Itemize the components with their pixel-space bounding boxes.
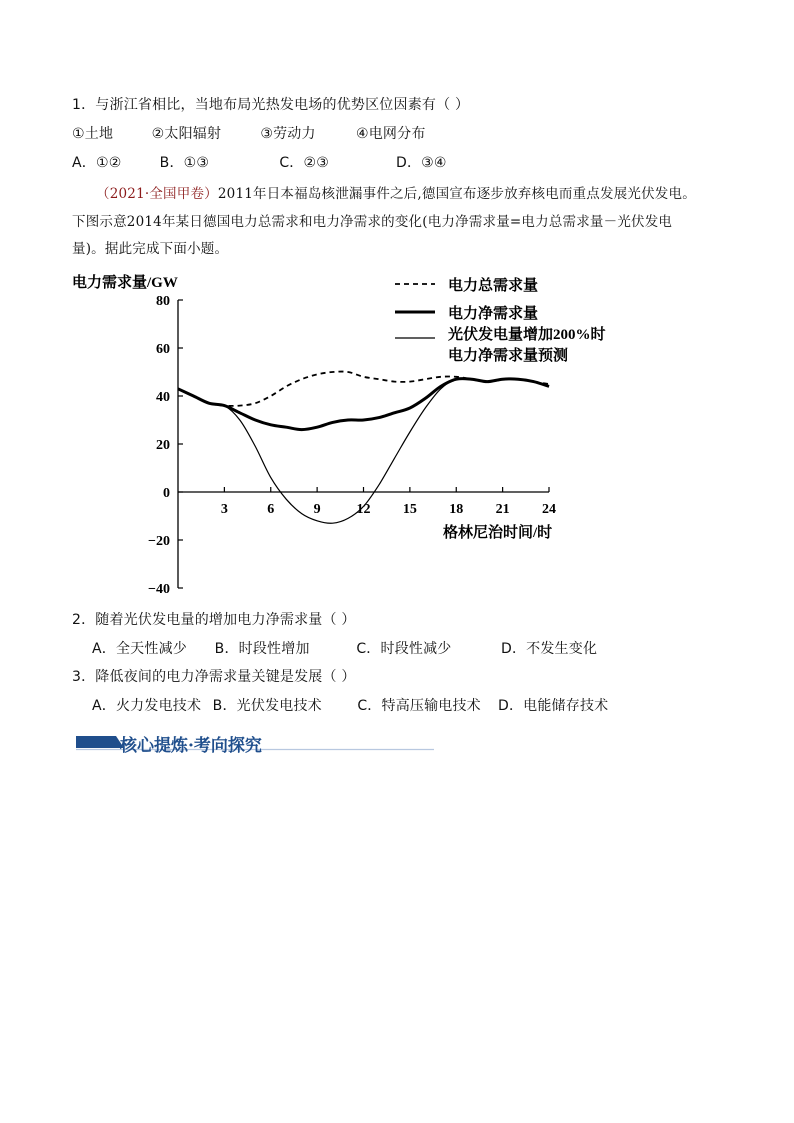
- q3-option-b[interactable]: B．光伏发电技术: [212, 698, 322, 714]
- q1-option-b[interactable]: B．①③: [159, 155, 210, 171]
- passage-line-2: 下图示意2014年某日德国电力总需求和电力净需求的变化(电力净需求量=电力总需求量－光伏发电: [72, 214, 673, 230]
- q1-option-d[interactable]: D．③④: [395, 155, 447, 171]
- q1-stem: 1．与浙江省相比，当地布局光热发电场的优势区位因素有（ ）: [72, 97, 470, 113]
- x-tick-label: 9: [313, 502, 321, 517]
- x-tick-label: 18: [449, 502, 464, 517]
- q1-options: [72, 152, 447, 172]
- power-demand-chart: [60, 262, 620, 602]
- q2-options: [92, 638, 597, 658]
- q1-option-a[interactable]: A．①②: [72, 155, 122, 171]
- q2-stem: 2．随着光伏发电量的增加电力净需求量（ ）: [72, 612, 356, 628]
- q3-option-c[interactable]: C．特高压输电技术: [357, 698, 481, 714]
- y-tick-label: 20: [156, 438, 170, 453]
- x-tick-label: 15: [402, 502, 417, 517]
- y-axis-label: 电力需求量/GW: [72, 275, 178, 291]
- q2-option-a[interactable]: A．全天性减少: [92, 641, 187, 657]
- x-tick-label: 12: [356, 502, 371, 517]
- total-demand-line: [178, 372, 549, 406]
- q1-factor-4: ④电网分布: [355, 126, 426, 142]
- x-axis-label: 格林尼治时间/时: [443, 525, 553, 541]
- q3-options: [92, 695, 608, 715]
- legend-forecast-label-2: 电力净需求量预测: [448, 348, 569, 364]
- y-tick-label: −20: [148, 534, 170, 549]
- q1-option-c[interactable]: C．②③: [279, 155, 329, 171]
- x-tick-label: 3: [220, 502, 228, 517]
- legend-net-label: 电力净需求量: [448, 306, 539, 322]
- q2-option-b[interactable]: B．时段性增加: [214, 641, 310, 657]
- q1-factor-1: ①土地: [72, 126, 114, 142]
- q3-option-d[interactable]: D．电能储存技术: [497, 698, 609, 714]
- x-tick-label: 6: [267, 502, 275, 517]
- q3-stem: 3．降低夜间的电力净需求量关键是发展（ ）: [72, 669, 356, 685]
- x-tick-label: 21: [495, 502, 510, 517]
- q1-factor-3: ③劳动力: [260, 126, 316, 142]
- passage-source: （2021·全国甲卷）: [96, 186, 218, 202]
- legend-forecast-label-1: 光伏发电量增加200%时: [448, 327, 606, 343]
- q1-factor-2: ②太阳辐射: [151, 126, 222, 142]
- net-demand-line: [178, 379, 549, 430]
- q2-option-d[interactable]: D．不发生变化: [500, 641, 598, 657]
- section-title: 核心提炼·考向探究: [120, 736, 262, 756]
- y-tick-label: −40: [148, 582, 170, 597]
- q1-factors: [72, 123, 426, 143]
- x-tick-label: 24: [542, 502, 556, 517]
- y-tick-label: 0: [163, 486, 170, 501]
- passage-line-1: [96, 182, 696, 202]
- passage-line-3: 量)。据此完成下面小题。: [72, 241, 229, 257]
- q2-option-c[interactable]: C．时段性减少: [356, 641, 452, 657]
- y-tick-label: 60: [156, 342, 170, 357]
- y-tick-label: 40: [156, 390, 170, 405]
- q3-option-a[interactable]: A．火力发电技术: [92, 698, 202, 714]
- legend-total-label: 电力总需求量: [448, 278, 539, 294]
- passage-text-1: 2011年日本福岛核泄漏事件之后,德国宣布逐步放弃核电而重点发展光伏发电。: [217, 186, 696, 202]
- y-tick-label: 80: [156, 294, 170, 309]
